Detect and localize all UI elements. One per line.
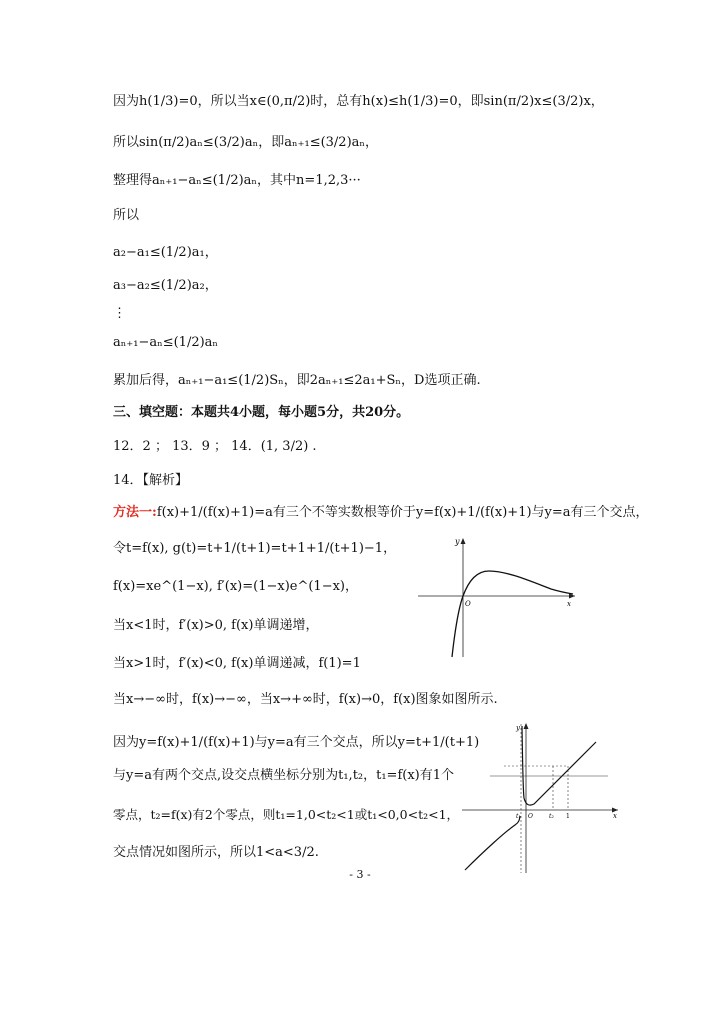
graph1-origin-label: O	[465, 600, 471, 608]
tick-label-t1: t₁	[516, 813, 521, 820]
curve-fx	[452, 571, 573, 657]
y-axis-arrow	[461, 538, 466, 544]
tick-label-one: 1	[566, 813, 570, 820]
limits-line: 当x→−∞时，f(x)→−∞，当x→+∞时，f(x)→0，f(x)图象如图所示.	[113, 692, 498, 707]
inequality-1: a₂−a₁≤(1/2)a₁，	[113, 245, 218, 260]
text-line-1: 因为h(1/3)=0，所以当x∈(0,π/2)时，总有h(x)≤h(1/3)=0，即sin(π/2)x≤(3/2)x，	[113, 94, 604, 109]
intersection-line: 与y=a有两个交点,设交点横坐标分别为t₁,t₂，t₁=f(x)有1个	[113, 768, 455, 783]
tick-label-t2: t₂	[549, 813, 554, 820]
y-axis-arrow	[524, 723, 529, 729]
graph1-y-label: y	[455, 537, 460, 546]
graph1-x-label: x	[567, 600, 571, 608]
decreasing-line: 当x>1时，f′(x)<0, f(x)单调递减，f(1)=1	[113, 656, 361, 671]
because-line: 因为y=f(x)+1/(f(x)+1)与y=a有三个交点，所以y=t+1/(t+1)	[113, 735, 480, 750]
substitution-line: 令t=f(x), g(t)=t+1/(t+1)=t+1+1/(t+1)−1，	[113, 541, 397, 556]
answers-line: 12．2 ； 13．9 ； 14．(1, 3/2) .	[113, 439, 317, 454]
summation-line: 累加后得，aₙ₊₁−a₁≤(1/2)Sₙ，即2aₙ₊₁≤2a₁+Sₙ，D选项正确.	[113, 373, 481, 388]
function-graph-fx	[415, 535, 580, 660]
function-graph-gt	[460, 720, 622, 876]
method-line	[113, 504, 649, 522]
curve-left-branch	[465, 816, 520, 870]
text-line-4: 所以	[113, 208, 140, 223]
inequality-n: aₙ₊₁−aₙ≤(1/2)aₙ	[113, 335, 219, 350]
method-text: f(x)+1/(f(x)+1)=a有三个不等实数根等价于y=f(x)+1/(f(x)+1)与y=a有三个交点，	[156, 505, 649, 520]
curve-right-branch	[522, 726, 596, 805]
inequality-2: a₃−a₂≤(1/2)a₂，	[113, 278, 218, 293]
conclusion-line: 交点情况如图所示，所以1<a<3/2.	[113, 845, 319, 860]
method-label: 方法一:	[113, 505, 157, 520]
page-number: - 3 -	[349, 868, 371, 881]
analysis-heading: 14．【解析】	[113, 473, 189, 488]
zeros-line: 零点，t₂=f(x)有2个零点，则t₁=1,0<t₂<1或t₁<0,0<t₂<1，	[113, 807, 460, 822]
graph2-x-label: x	[613, 812, 617, 820]
derivative-line: f(x)=xe^(1−x), f′(x)=(1−x)e^(1−x)，	[113, 579, 358, 594]
text-line-2: 所以sin(π/2)aₙ≤(3/2)aₙ，即aₙ₊₁≤(3/2)aₙ，	[113, 135, 379, 150]
increasing-line: 当x<1时，f′(x)>0, f(x)单调递增，	[113, 618, 319, 633]
tick-label-origin: O	[528, 813, 533, 820]
text-line-3: 整理得aₙ₊₁−aₙ≤(1/2)aₙ，其中n=1,2,3···	[113, 173, 361, 188]
vertical-ellipsis: ⋮	[113, 306, 126, 321]
section-heading: 三、填空题：本题共4小题，每小题5分，共20分。	[113, 405, 410, 420]
graph2-y-label: y	[516, 724, 520, 732]
